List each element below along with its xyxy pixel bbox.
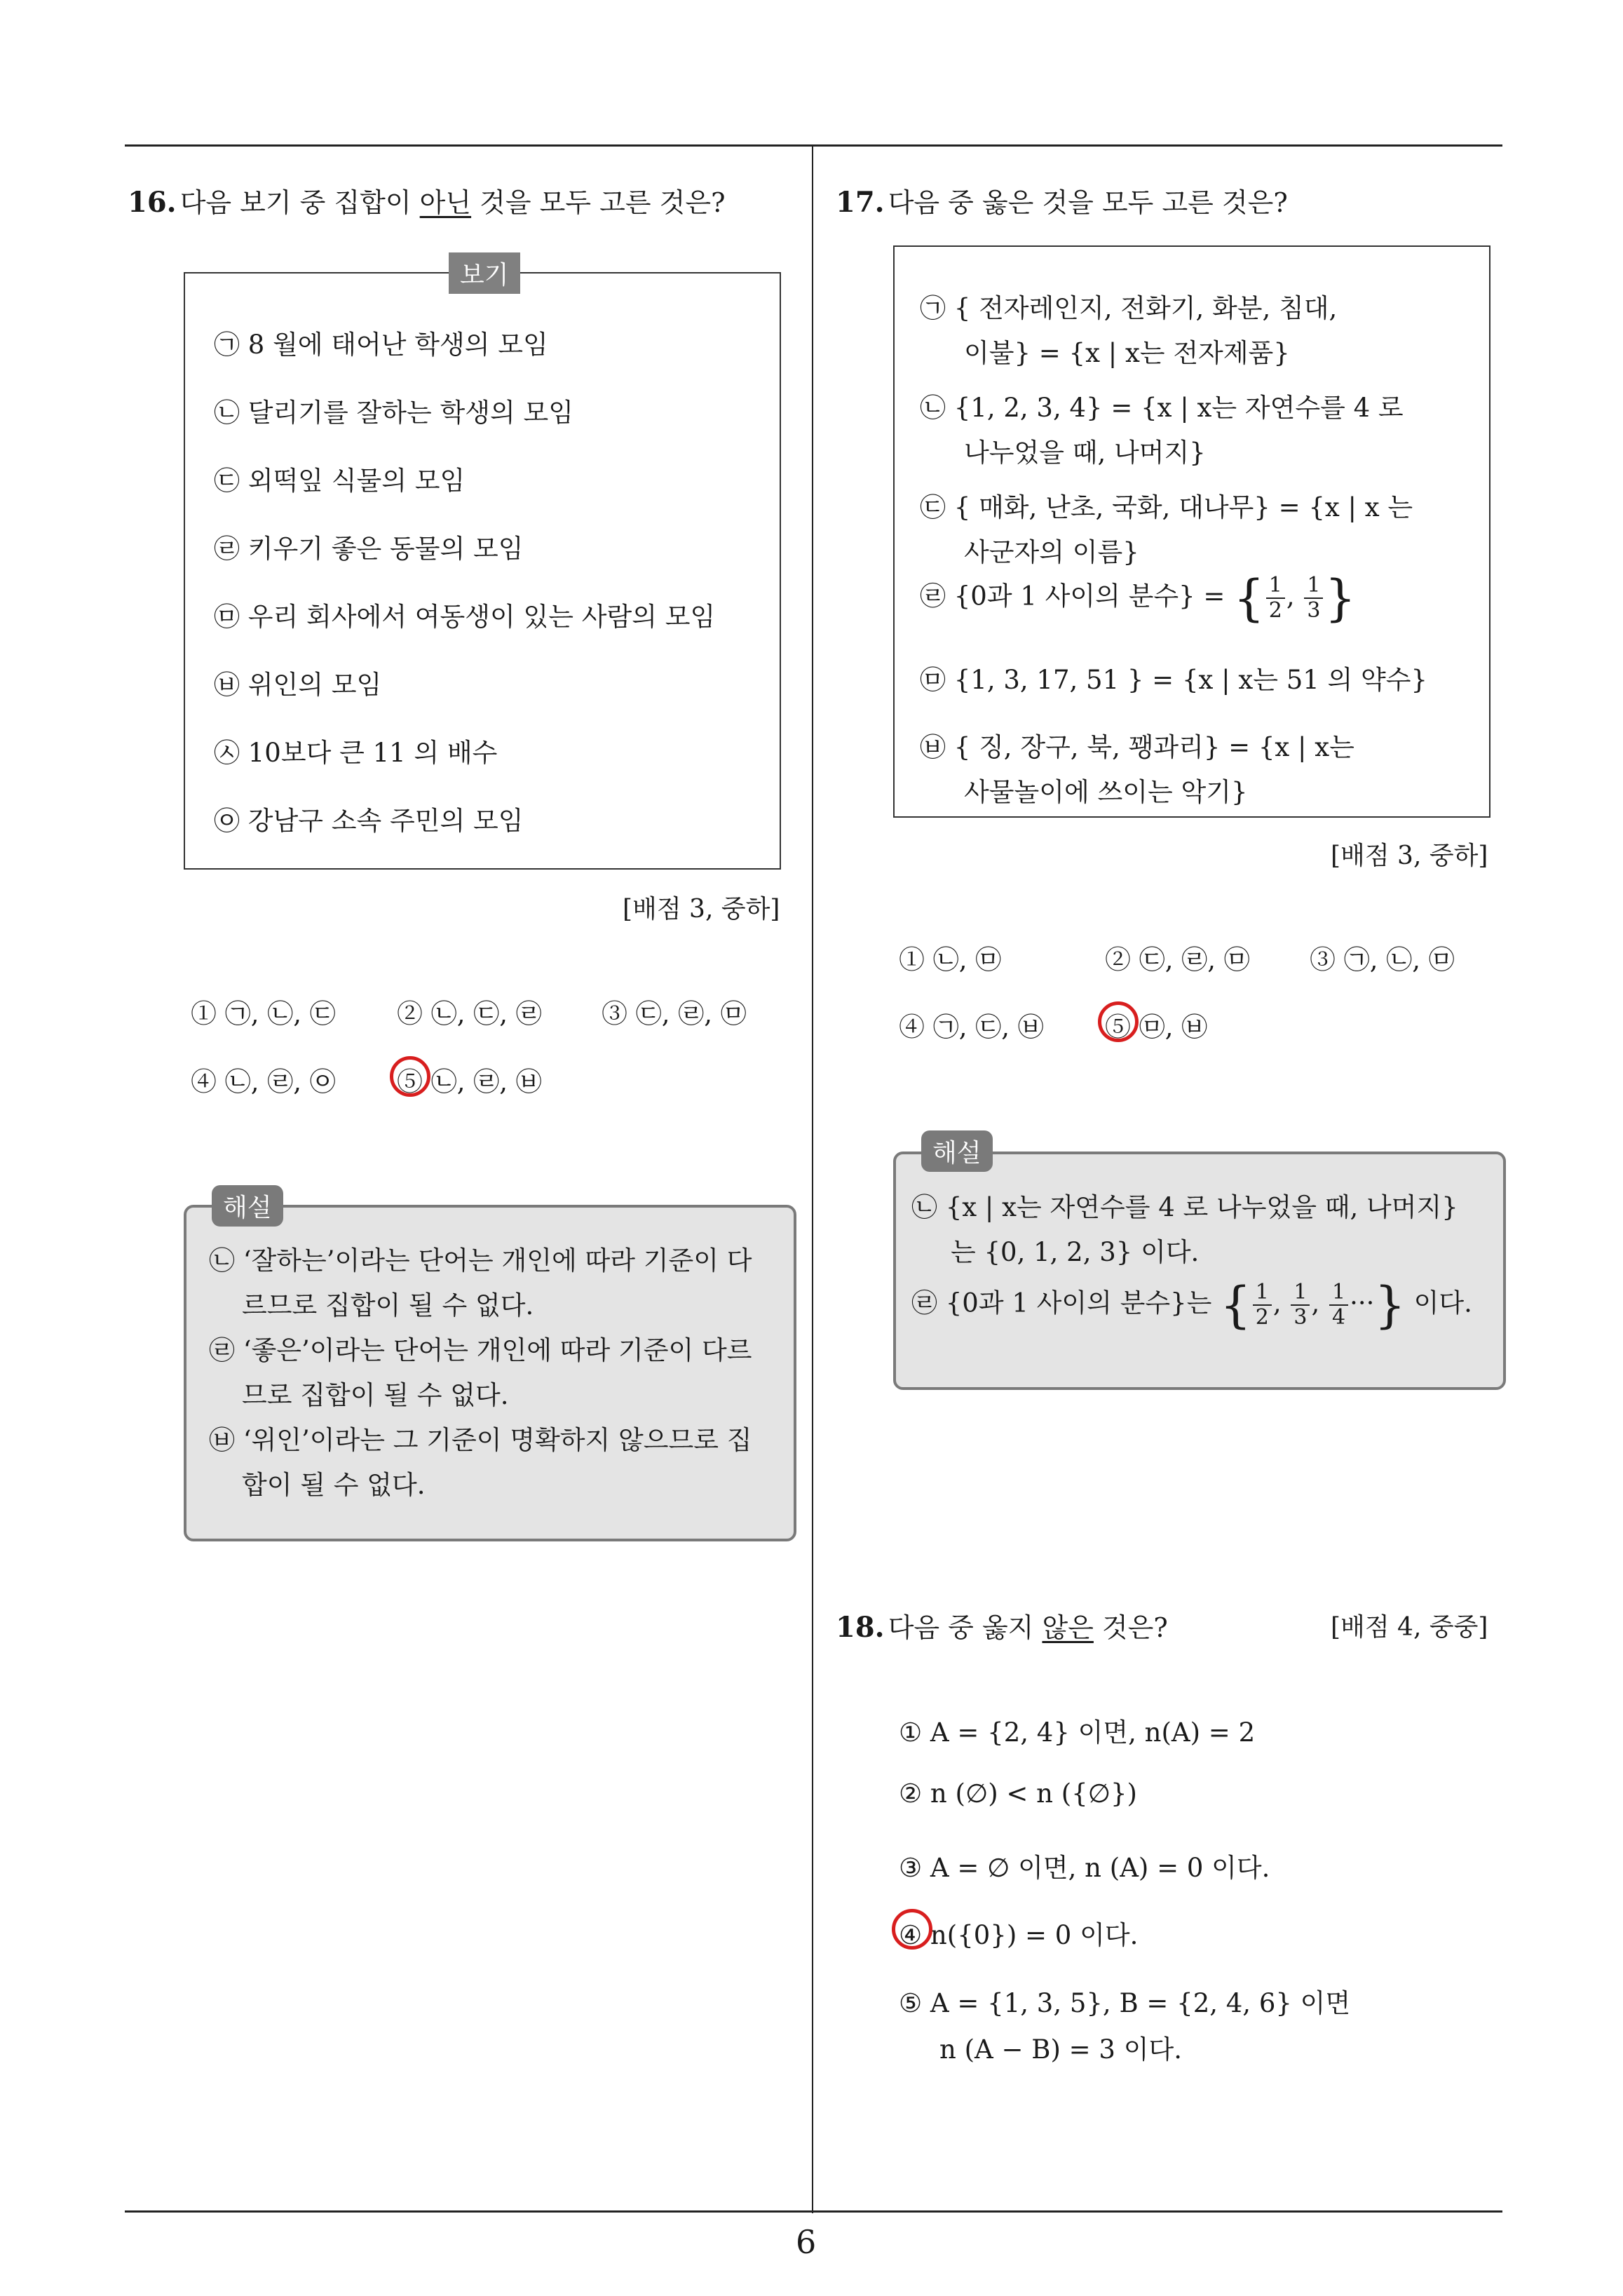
explanation-16-line-4: 므로 집합이 될 수 없다. <box>242 1380 509 1410</box>
fraction-1-2: $\frac{1}{2}$ <box>1253 1281 1272 1330</box>
answer-mark-circle <box>1098 1001 1139 1042</box>
q17-option-4[interactable]: ④ ㉠, ㉢, ㉥ <box>899 1012 1044 1042</box>
question-18-text-post: 것은? <box>1093 1612 1168 1643</box>
brace-close: } <box>1374 1276 1406 1334</box>
q16-option-3[interactable]: ③ ㉢, ㉣, ㉤ <box>602 999 747 1029</box>
fraction-1-3: $\frac{1}{3}$ <box>1304 574 1323 623</box>
brace-open: { <box>1233 569 1265 627</box>
explanation-17-line-2: 는 {0, 1, 2, 3} 이다. <box>951 1237 1200 1267</box>
explanation-title-17: 해설 <box>921 1130 993 1172</box>
q18-option-2[interactable]: ② n (∅) < n ({∅}) <box>899 1778 1137 1809</box>
bogi-item-8: ㉧ 강남구 소속 주민의 모임 <box>214 806 524 836</box>
bottom-rule <box>125 2210 1502 2213</box>
question-17 <box>836 181 1288 220</box>
bogi-title: 보기 <box>449 252 520 294</box>
q18-option-5-cont: n (A − B) = 3 이다. <box>939 2034 1182 2065</box>
question-18-number: 18. <box>836 1611 885 1644</box>
q17-option-1[interactable]: ① ㉡, ㉤ <box>899 945 1002 975</box>
bogi-item-5: ㉤ 우리 회사에서 여동생이 있는 사람의 모임 <box>214 602 716 632</box>
q17-item-4-text: ㉣ {0과 1 사이의 분수} = <box>920 581 1225 612</box>
q17-item-2a: ㉡ {1, 2, 3, 4} = {x | x는 자연수를 4 로 <box>920 393 1404 423</box>
q17-item-2b: 나누었을 때, 나머지} <box>964 438 1206 468</box>
explanation-16-line-3: ㉣ ‘좋은’이라는 단어는 개인에 따라 기준이 다르 <box>209 1335 752 1365</box>
bogi-item-2: ㉡ 달리기를 잘하는 학생의 모임 <box>214 398 573 428</box>
explanation-title-16: 해설 <box>212 1185 283 1227</box>
brace-open: { <box>1220 1276 1251 1334</box>
bogi-item-6: ㉥ 위인의 모임 <box>214 670 382 700</box>
fraction-1-4: $\frac{1}{4}$ <box>1329 1281 1348 1330</box>
question-16-number: 16. <box>128 186 177 219</box>
q17-item-1b: 이불} = {x | x는 전자제품} <box>964 338 1290 368</box>
fraction-1-2: $\frac{1}{2}$ <box>1266 574 1285 623</box>
explanation-16-line-5: ㉥ ‘위인’이라는 그 기준이 명확하지 않으므로 집 <box>209 1425 752 1455</box>
q17-item-6a: ㉥ { 징, 장구, 북, 꽹과리} = {x | x는 <box>920 732 1354 762</box>
top-rule <box>125 144 1502 147</box>
q16-option-5[interactable]: ⑤ ㉡, ㉣, ㉥ <box>397 1067 542 1097</box>
question-17-score: [배점 3, 중하] <box>1331 842 1488 870</box>
q16-option-2[interactable]: ② ㉡, ㉢, ㉣ <box>397 999 542 1029</box>
q17-item-4: ㉣ {0과 1 사이의 분수} = { $\frac{1}{2}$ , $\frac{1}{3}$ } <box>920 569 1356 627</box>
answer-mark-circle <box>390 1056 430 1097</box>
q18-option-1[interactable]: ① A = {2, 4} 이면, n(A) = 2 <box>899 1717 1256 1748</box>
explanation-17-line-3-end: 이다. <box>1413 1288 1472 1318</box>
question-18-text-underlined: 않은 <box>1042 1612 1094 1643</box>
q17-item-5: ㉤ {1, 3, 17, 51 } = {x | x는 51 의 약수} <box>920 665 1428 695</box>
question-16-score: [배점 3, 중하] <box>623 895 780 924</box>
q16-option-4[interactable]: ④ ㉡, ㉣, ㉧ <box>191 1067 336 1097</box>
bogi-item-4: ㉣ 키우기 좋은 동물의 모임 <box>214 534 524 564</box>
question-18-score: [배점 4, 중중] <box>1331 1613 1488 1642</box>
bogi-item-7: ㉦ 10보다 큰 11 의 배수 <box>214 738 498 768</box>
explanation-16-line-1: ㉡ ‘잘하는’이라는 단어는 개인에 따라 기준이 다 <box>209 1245 752 1276</box>
q17-item-3b: 사군자의 이름} <box>964 537 1139 567</box>
fraction-1-3: $\frac{1}{3}$ <box>1291 1281 1310 1330</box>
explanation-16-line-6: 합이 될 수 없다. <box>242 1470 426 1500</box>
q17-item-6b: 사물놀이에 쓰이는 악기} <box>964 777 1248 807</box>
question-16-text-post: 것을 모두 고른 것은? <box>471 187 726 218</box>
q18-option-5[interactable]: ⑤ A = {1, 3, 5}, B = {2, 4, 6} 이면 <box>899 1988 1351 2018</box>
q18-option-4[interactable]: ④ n({0}) = 0 이다. <box>899 1920 1139 1950</box>
q17-option-2[interactable]: ② ㉢, ㉣, ㉤ <box>1105 945 1250 975</box>
explanation-17-line-3: ㉣ {0과 1 사이의 분수}는 { $\frac{1}{2}$ , $\frac{1}{3}$ , $\frac{1}{4}$ ···} 이다. <box>911 1276 1472 1334</box>
explanation-16-line-2: 르므로 집합이 될 수 없다. <box>242 1290 534 1321</box>
q18-option-3[interactable]: ③ A = ∅ 이면, n (A) = 0 이다. <box>899 1853 1270 1883</box>
question-18-text-pre: 다음 중 옳지 <box>888 1612 1043 1643</box>
page-number: 6 <box>796 2223 817 2261</box>
question-16-text-pre: 다음 보기 중 집합이 <box>179 187 420 218</box>
question-17-text: 다음 중 옳은 것을 모두 고른 것은? <box>888 187 1288 218</box>
explanation-17-line-1: ㉡ {x | x는 자연수를 4 로 나누었을 때, 나머지} <box>911 1192 1458 1222</box>
brace-close: } <box>1324 569 1356 627</box>
question-16 <box>128 181 725 220</box>
bogi-item-3: ㉢ 외떡잎 식물의 모임 <box>214 466 466 496</box>
q17-option-3[interactable]: ③ ㉠, ㉡, ㉤ <box>1310 945 1455 975</box>
q16-option-1[interactable]: ① ㉠, ㉡, ㉢ <box>191 999 336 1029</box>
q17-option-5[interactable]: ⑤ ㉤, ㉥ <box>1105 1012 1208 1042</box>
question-16-text-underlined: 아닌 <box>419 187 472 218</box>
answer-mark-circle <box>892 1909 932 1950</box>
question-17-number: 17. <box>836 186 885 219</box>
q17-item-3a: ㉢ { 매화, 난초, 국화, 대나무} = {x | x 는 <box>920 492 1413 522</box>
bogi-item-1: ㉠ 8 월에 태어난 학생의 모임 <box>214 330 548 360</box>
q17-item-1a: ㉠ { 전자레인지, 전화기, 화분, 침대, <box>920 293 1338 323</box>
column-divider <box>812 144 813 2213</box>
question-18 <box>836 1606 1168 1645</box>
explanation-17-line-3-text: ㉣ {0과 1 사이의 분수}는 <box>911 1288 1212 1318</box>
